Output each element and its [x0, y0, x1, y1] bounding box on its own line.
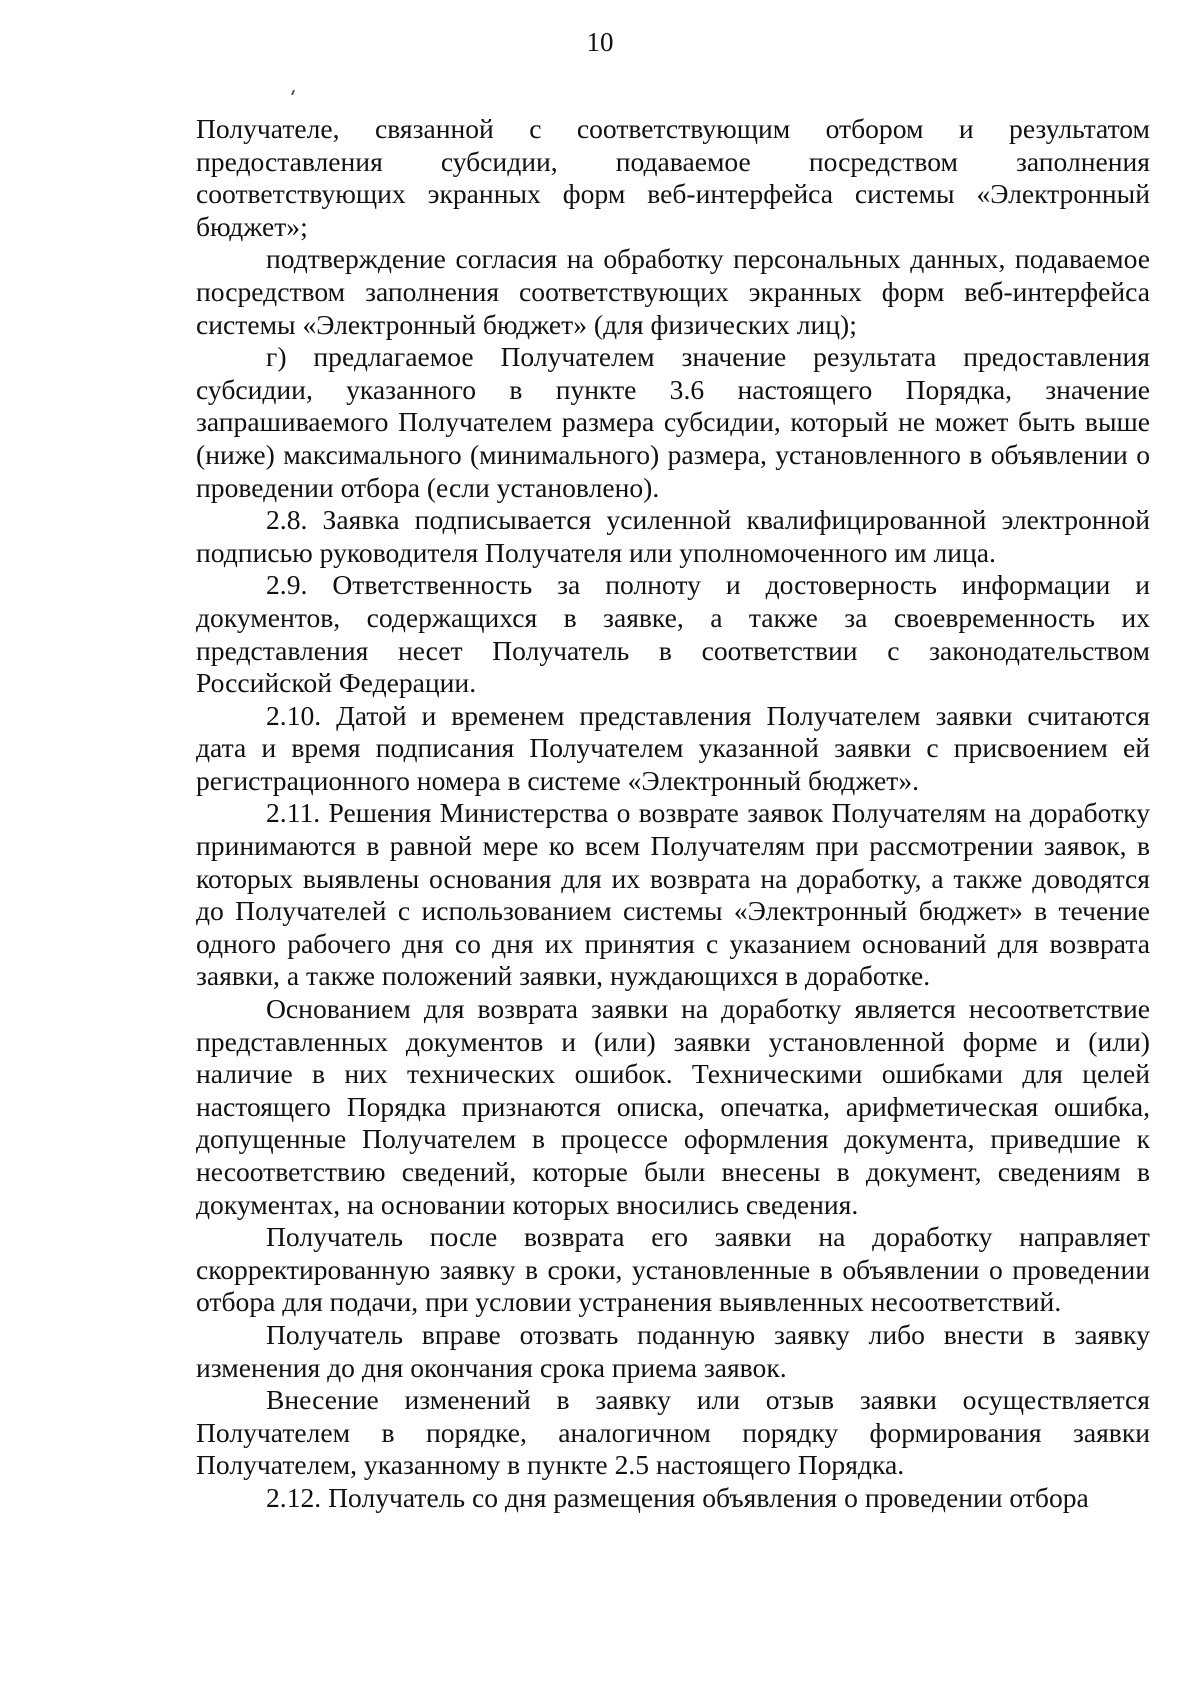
paragraph-2-8-signature: 2.8. Заявка подписывается усиленной квалифицированной электронной подписью руководителя Получателя или уполномоченного им лица.: [196, 504, 1150, 568]
scan-speck: [291, 90, 295, 95]
page-number: 10: [586, 27, 614, 57]
paragraph-2-11-return-decisions: 2.11. Решения Министерства о возврате заявок Получателям на доработку принимаются в равной мере ко всем Получателям при рассмотрении заявок, в которых выявлены основания для их возврата на доработку, а также доводятся до Получателей с использованием системы «Электронный бюджет» в течение одного рабочего дня со дня их принятия с указанием оснований для возврата заявки, а также положений заявки, нуждающихся в доработке.: [196, 797, 1150, 992]
paragraph-item-g-proposed-result: г) предлагаемое Получателем значение результата предоставления субсидии, указанного в пункте 3.6 настоящего Порядка, значение запрашиваемого Получателем размера субсидии, который не может быть выше (ниже) максимального (минимального) размера, установленного в объявлении о проведении отбора (если установлено).: [196, 341, 1150, 503]
paragraph-return-grounds: Основанием для возврата заявки на доработку является несоответствие представленных документов и (или) заявки установленной форме и (или) наличие в них технических ошибок. Техническими ошибками для целей настоящего Порядка признаются описка, опечатка, арифметическая ошибка, допущенные Получателем в процессе оформления документа, приведшие к несоответствию сведений, которые были внесены в документ, сведениям в документах, на основании которых вносились сведения.: [196, 993, 1150, 1220]
paragraph-resubmission: Получатель после возврата его заявки на доработку направляет скорректированную заявку в сроки, установленные в объявлении о проведении отбора для подачи, при условии устранения выявленных несоответствий.: [196, 1221, 1150, 1318]
paragraph-2-12-start: 2.12. Получатель со дня размещения объявления о проведении отбора: [266, 1481, 1089, 1513]
paragraph-2-10-submission-date: 2.10. Датой и временем представления Получателем заявки считаются дата и время подписания Получателем указанной заявки с присвоением ей регистрационного номера в системе «Электронный бюджет».: [196, 699, 1150, 796]
paragraph-changes-procedure: Внесение изменений в заявку или отзыв заявки осуществляется Получателем в порядке, аналогичном порядку формирования заявки Получателем, указанному в пункте 2.5 настоящего Порядка.: [196, 1384, 1150, 1481]
paragraph-2-9-responsibility: 2.9. Ответственность за полноту и достоверность информации и документов, содержащихся в заявке, а также за своевременность их представления несет Получатель в соответствии с законодательством Российской Федерации.: [196, 569, 1150, 699]
paragraph-personal-data-consent: подтверждение согласия на обработку персональных данных, подаваемое посредством заполнения соответствующих экранных форм веб-интерфейса системы «Электронный бюджет» (для физических лиц);: [196, 243, 1150, 340]
paragraph-recipient-info-continuation: Получателе, связанной с соответствующим отбором и результатом предоставления субсидии, подаваемое посредством заполнения соответствующих экранных форм веб-интерфейса системы «Электронный бюджет»;: [196, 113, 1150, 242]
document-body: [196, 113, 1150, 1515]
paragraph-withdrawal-right: Получатель вправе отозвать поданную заявку либо внести в заявку изменения до дня окончания срока приема заявок.: [196, 1318, 1150, 1383]
